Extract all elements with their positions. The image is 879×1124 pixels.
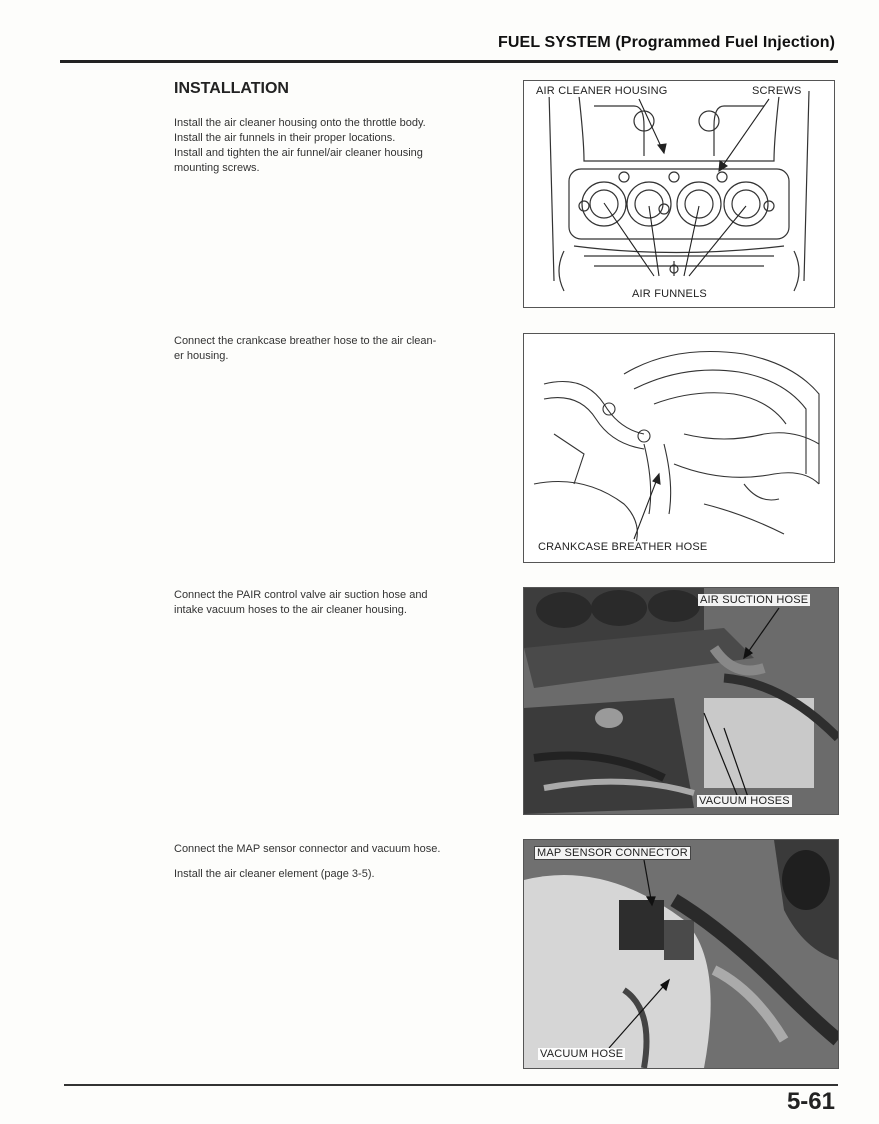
photo-air-suction-hose [523, 587, 839, 815]
step-1-line-3: Install and tighten the air funnel/air cleaner housing [174, 147, 423, 159]
air-suction-photo [524, 588, 838, 814]
page-number: 5-61 [786, 1088, 835, 1115]
label-vacuum-hoses: VACUUM HOSES [699, 795, 790, 807]
figure-air-cleaner-housing [523, 80, 835, 308]
map-sensor-photo [524, 840, 838, 1068]
label-crankcase-breather-hose: CRANKCASE BREATHER HOSE [538, 541, 708, 553]
air-cleaner-drawing [524, 81, 834, 307]
step-1-text [174, 116, 509, 176]
header-rule [60, 60, 838, 63]
step-4-line-1: Connect the MAP sensor connector and vacuum hose. [174, 843, 441, 855]
label-air-funnels: AIR FUNNELS [632, 288, 707, 300]
step-1-line-1: Install the air cleaner housing onto the throttle body. [174, 117, 426, 129]
crankcase-breather-drawing [524, 334, 834, 562]
label-vacuum-hose: VACUUM HOSE [540, 1048, 624, 1060]
step-3-line-1: Connect the PAIR control valve air suction hose and [174, 589, 428, 601]
step-2-text [174, 334, 509, 364]
step-1-line-2: Install the air funnels in their proper locations. [174, 132, 396, 144]
step-4-line-2: Install the air cleaner element (page 3-5). [174, 868, 375, 880]
label-air-suction-hose: AIR SUCTION HOSE [700, 594, 809, 606]
label-air-cleaner-housing: AIR CLEANER HOUSING [536, 85, 668, 97]
step-2-line-2: er housing. [174, 350, 229, 362]
page-header-title: FUEL SYSTEM (Programmed Fuel Injection) [498, 34, 835, 51]
step-3-text [174, 588, 509, 618]
figure-crankcase-breather [523, 333, 835, 563]
step-3-line-2: intake vacuum hoses to the air cleaner housing. [174, 604, 407, 616]
label-screws: SCREWS [752, 85, 802, 97]
label-map-sensor-connector: MAP SENSOR CONNECTOR [534, 846, 691, 860]
step-1-line-4: mounting screws. [174, 162, 260, 174]
step-4-text [174, 842, 509, 882]
section-heading: INSTALLATION [174, 80, 289, 97]
step-2-line-1: Connect the crankcase breather hose to the air clean- [174, 335, 437, 347]
footer-rule [64, 1084, 838, 1086]
photo-map-sensor-connector [523, 839, 839, 1069]
